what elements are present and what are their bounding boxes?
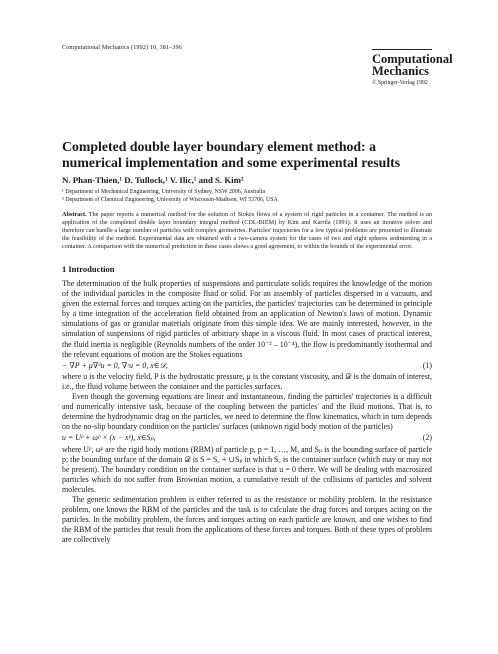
paper-page	[62, 0, 453, 654]
paragraph-3: Even though the governing equations are linear and instantaneous, finding the particles' trajectories is a difficult and numerically intensive task, because of the coupling between the particles' and the fluid motions. That is, to determine the hydrodynamic drag on the particles, we need to determine the flow kinematics, which in turn depends on the no-slip boundary condition on the particles' surfaces (unknown rigid body motion of the particles)	[62, 392, 432, 432]
author-list: N. Phan-Thien,¹ D. Tullock,¹ V. Ilic,¹ and S. Kim²	[62, 175, 244, 185]
journal-logo: Computational Mechanics	[372, 52, 453, 78]
affiliations	[62, 188, 278, 204]
paragraph-4: where Uᵖ, ωᵖ are the rigid body motions (RBM) of particle p, p = 1, …, M, and Sₚ is the bounding surface of particle p; the bounding surface of the domain 𝒟 is S = S꜀ + ∪Sₚ in which S꜀ is the container surface (which may or may not be present). The boundary condition on the container surface is that u = 0 there. We will be dealing with macrosized particles which do not suffer from Brownian motion, a cumulative result of the collisions of particles and solvent molecules.	[62, 444, 432, 494]
paragraph-1: The determination of the bulk properties of suspensions and particulate solids requires the knowledge of the motion of the individual particles in the composite fluid or solid. For an assembly of particles dispersed in a vacuum, and given the external forces and torques acting on the particles, the particles' trajectories can be determined in principle by a time integration of the acceleration field obtained from an application of Newton's laws of motion. Dynamic simulations of gas or granular materials originate from this simple idea. We are mainly interested, however, in the simulation of suspensions of rigid particles of arbitrary shape in a viscous fluid. In most cases of practical interest, the fluid inertia is negligible (Reynolds numbers of the order 10⁻² – 10⁻⁴), the flow is predominantly isothermal and the relevant equations of motion are the Stokes equations	[62, 279, 432, 359]
copyright-notice: © Springer-Verlag 1992	[372, 80, 428, 86]
section-body	[62, 279, 432, 545]
equation-1	[62, 361, 432, 371]
equation-1-expr: − ∇P + μ∇²u = 0, ∇·u = 0, x∈𝒟,	[62, 360, 168, 370]
paper-title: Completed double layer boundary element method: a numerical implementation and some experimental results	[62, 139, 401, 170]
affiliation-1: ¹ Department of Mechanical Engineering, University of Sydney, NSW 2006, Australia	[62, 189, 265, 195]
journal-logo-block	[348, 49, 453, 86]
paragraph-2: where u is the velocity field, P is the hydrostatic pressure, μ is the constant viscosity, and 𝒟 is the domain of interest, i.e., the fluid volume between the container and the particles surfaces.	[62, 371, 432, 391]
paragraph-5: The generic sedimentation problem is either referred to as the resistance or mobility problem. In the resistance problem, one knows the RBM of the particles and the task is to calculate the drag forces and torques acting on the particles. In the mobility problem, the forces and torques acting on each particle are known, and one wishes to find the RBM of the particles that result from the applications of these forces and torques. Both of these types of problem are collectively	[62, 494, 432, 545]
equation-1-number: (1)	[422, 360, 432, 370]
abstract-label: Abstract.	[62, 211, 87, 218]
abstract-text: The paper reports a numerical method for the solution of Stokes flows of a system of rigid particles in a container. The method is an application of the completed double layer boundary integral method (CDL-BIEM) by Kim and Karrila (1991). It uses an iterative solver and therefore can handle a large number of particles with complex geometries. Particles' trajectories for a few typical problems are presented to illustrate the feasibility of the method. Experimental data are obtained with a two-camera system for the cases of two and eight spheres sedimenting in a container. A comparison with the numerical prediction in these cases shows a good agreement, to within the bounds of the experimental error.	[62, 211, 432, 250]
equation-2	[62, 433, 432, 443]
equation-2-number: (2)	[422, 433, 432, 443]
equation-2-expr: u = Uᵖ + ωᵖ × (x − xᵖ), x∈Sₚ,	[62, 433, 156, 443]
abstract	[62, 211, 432, 251]
section-heading: 1 Introduction	[62, 264, 115, 274]
affiliation-2: ² Department of Chemical Engineering, University of Wisconsin-Madison, WI 53706, USA	[62, 197, 278, 203]
logo-rule	[372, 49, 432, 50]
journal-reference: Computational Mechanics (1992) 10, 381–396	[62, 44, 182, 51]
